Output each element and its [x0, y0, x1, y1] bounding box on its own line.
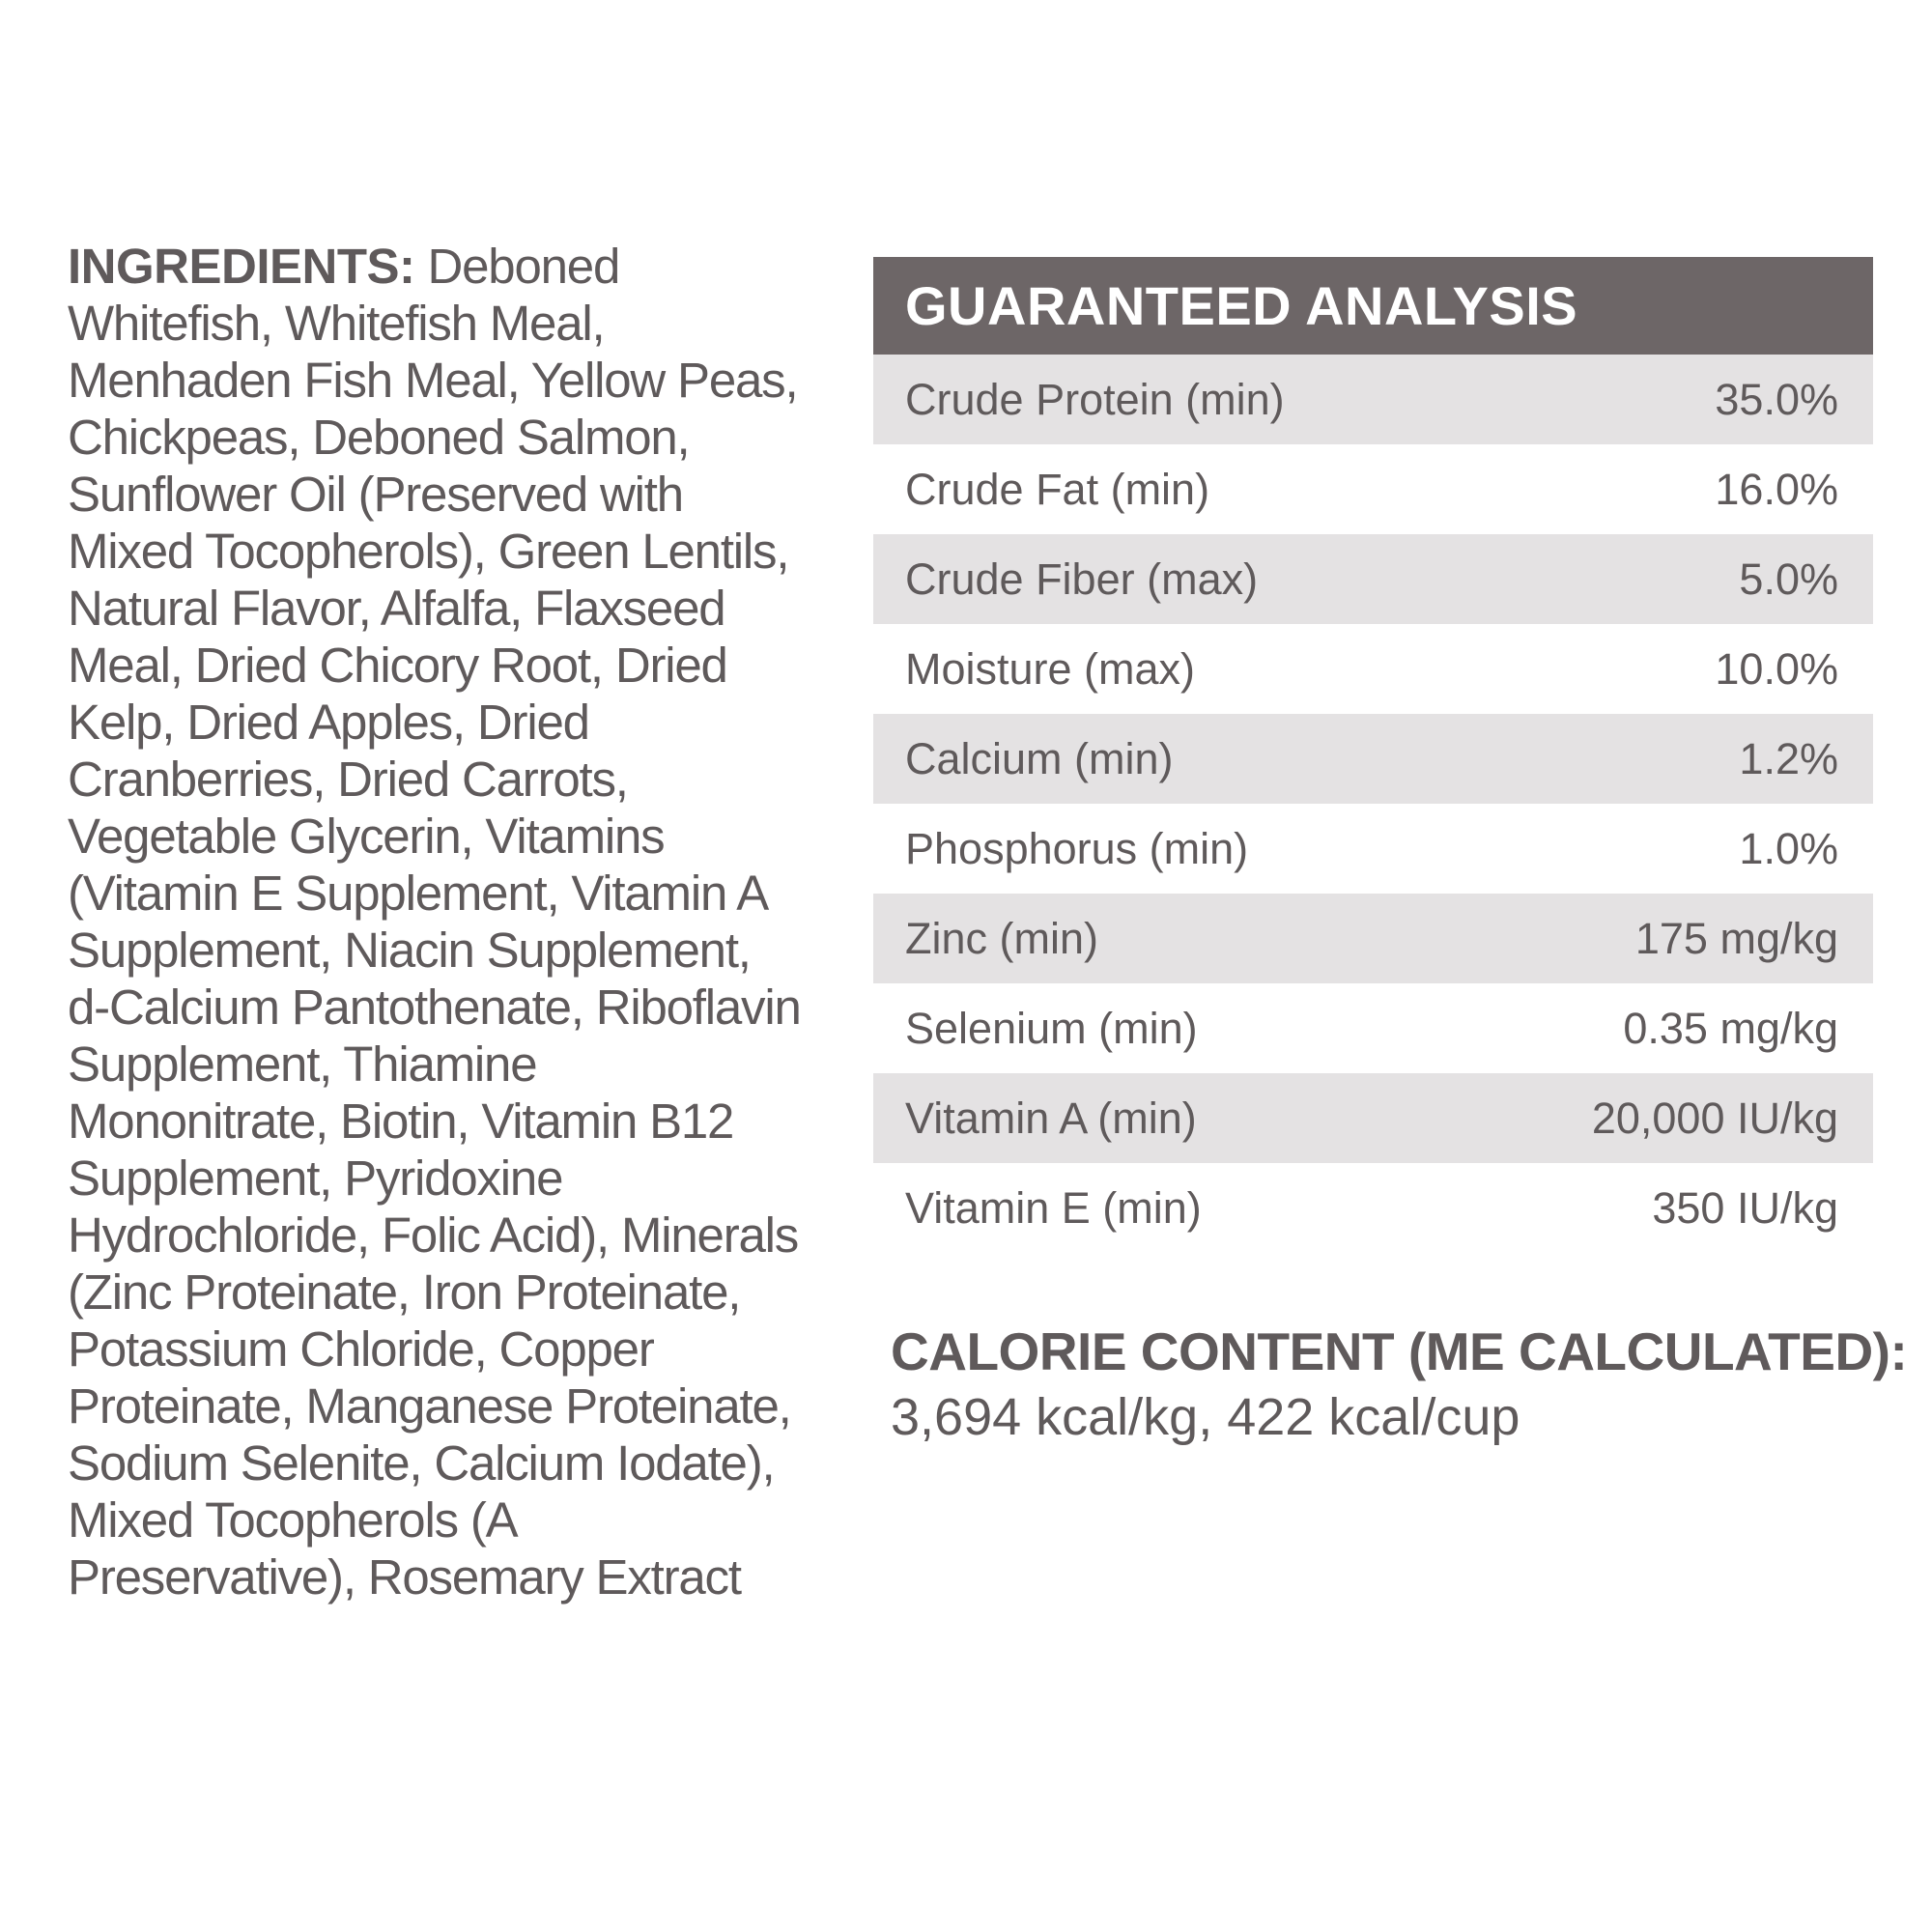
analysis-row-name: Zinc (min) — [905, 913, 1098, 963]
analysis-row-name: Calcium (min) — [905, 733, 1174, 783]
analysis-row-value: 350 IU/kg — [1652, 1182, 1838, 1233]
analysis-row — [873, 624, 1873, 714]
analysis-row-value: 10.0% — [1715, 643, 1838, 694]
analysis-row — [873, 1163, 1873, 1253]
analysis-row-value: 35.0% — [1715, 374, 1838, 424]
analysis-row-name: Selenium (min) — [905, 1003, 1198, 1053]
analysis-row — [873, 804, 1873, 894]
guaranteed-analysis-title: GUARANTEED ANALYSIS — [873, 257, 1873, 355]
analysis-row-name: Vitamin A (min) — [905, 1093, 1197, 1143]
analysis-row — [873, 534, 1873, 624]
analysis-row-value: 0.35 mg/kg — [1623, 1003, 1838, 1053]
analysis-row-value: 175 mg/kg — [1634, 913, 1838, 963]
ingredients-block — [68, 238, 802, 1605]
analysis-row-value: 1.0% — [1739, 823, 1838, 873]
analysis-row-name: Crude Fat (min) — [905, 464, 1210, 514]
analysis-row-value: 16.0% — [1715, 464, 1838, 514]
analysis-row — [873, 1073, 1873, 1163]
analysis-row-value: 20,000 IU/kg — [1591, 1093, 1838, 1143]
analysis-row — [873, 983, 1873, 1073]
analysis-row — [873, 894, 1873, 983]
ingredients-text: Deboned Whitefish, Whitefish Meal, Menhaden Fish Meal, Yellow Peas, Chickpeas, Deboned Salmon, Sunflower Oil (Preserved with Mixed Tocopherols), Green Lentils, Natural Flavor, Alfalfa, Flaxseed Meal, Dried Chicory Root, Dried Kelp, Dried Apples, Dried Cranberries, Dried Carrots, Vegetable Glycerin, Vitamins (Vitamin E Supplement, Vitamin A Supplement, Niacin Supplement, d-Calcium Pantothenate, Riboflavin Supplement, Thiamine Mononitrate, Biotin, Vitamin B12 Supplement, Pyridoxine Hydrochloride, Folic Acid), Minerals (Zinc Proteinate, Iron Proteinate, Potassium Chloride, Copper Proteinate, Manganese Proteinate, Sodium Selenite, Calcium Iodate), Mixed Tocopherols (A Preservative), Rosemary Extract — [68, 239, 801, 1605]
analysis-row — [873, 714, 1873, 804]
calorie-content-block — [891, 1320, 1915, 1451]
calorie-content-value: 3,694 kcal/kg, 422 kcal/cup — [891, 1388, 1520, 1446]
analysis-row-name: Vitamin E (min) — [905, 1182, 1202, 1233]
analysis-row-name: Moisture (max) — [905, 643, 1196, 694]
analysis-row-name: Phosphorus (min) — [905, 823, 1249, 873]
ingredients-label: INGREDIENTS: — [68, 239, 415, 294]
calorie-content-title: CALORIE CONTENT (ME CALCULATED): — [891, 1321, 1908, 1381]
analysis-row-name: Crude Protein (min) — [905, 374, 1285, 424]
analysis-row-name: Crude Fiber (max) — [905, 554, 1259, 604]
analysis-row — [873, 444, 1873, 534]
analysis-row-value: 1.2% — [1739, 733, 1838, 783]
guaranteed-analysis-table — [873, 257, 1873, 1253]
analysis-row — [873, 355, 1873, 444]
analysis-row-value: 5.0% — [1739, 554, 1838, 604]
